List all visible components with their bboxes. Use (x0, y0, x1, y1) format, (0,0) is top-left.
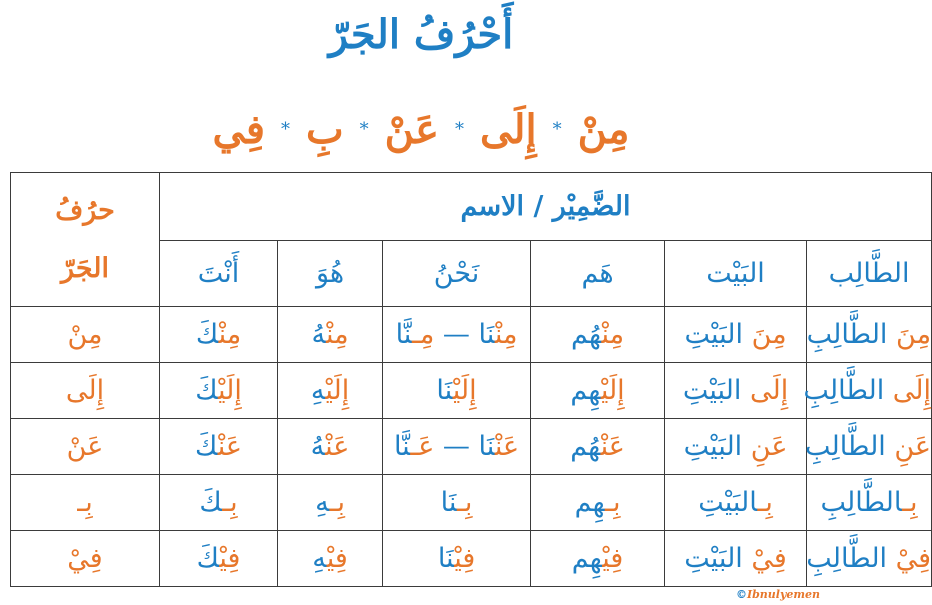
table-cell (531, 531, 665, 587)
preposition-header (11, 173, 160, 307)
table-cell (531, 363, 665, 419)
cell-word-part: هُ (311, 319, 326, 350)
cell-preposition-part: بِـ (329, 487, 345, 518)
cell-word-part: هُم (570, 431, 601, 462)
preposition-1: مِنْ (577, 106, 630, 153)
separator-star-icon: * (280, 119, 290, 140)
preposition-header-line1: حرُفُ (55, 194, 115, 226)
table-row (11, 531, 932, 587)
preposition-2: إِلَى (479, 106, 537, 153)
table-cell (665, 307, 807, 363)
cell-preposition-part: عَنْ (325, 431, 350, 462)
cell-preposition-part: عَـ (410, 431, 435, 462)
cell-word-part: نَا (436, 375, 453, 406)
preposition-5: فِي (212, 106, 265, 153)
cell-preposition-part: إِلَى (884, 375, 932, 406)
cell-dash: — (434, 319, 479, 350)
cell-preposition-part: بِـ (757, 487, 773, 518)
table-cell (278, 363, 383, 419)
cell-word-part: هِ (315, 487, 330, 518)
cell-word-part: البَيْتِ (682, 375, 742, 406)
cell-preposition-part: بِـ (605, 487, 621, 518)
cell-preposition-part: بِـ (222, 487, 238, 518)
cell-preposition-part: مِنْ (218, 319, 242, 350)
table-cell (278, 531, 383, 587)
cell-preposition-part: فِيْ (602, 543, 624, 574)
cell-preposition-part: فِيْ (887, 543, 932, 574)
table-cell (383, 475, 531, 531)
table-cell (665, 363, 807, 419)
table-cell (804, 419, 932, 475)
table-cell (531, 307, 665, 363)
table-cell (531, 475, 665, 531)
cell-word-part: هِم (571, 543, 603, 574)
separator-star-icon: * (454, 119, 464, 140)
cell-word-part: الطَّالِبِ (804, 431, 886, 462)
table-cell (160, 475, 278, 531)
cell-word-part: كَ (196, 543, 220, 574)
cell-word-part: هِم (570, 375, 601, 406)
cell-word-part: البَيْتِ (683, 431, 743, 462)
cell-preposition-part: بِـ (902, 487, 918, 518)
cell-word-part: البَيْتِ (684, 319, 744, 350)
preposition-3: عَنْ (384, 106, 439, 153)
cell-preposition-part: مِنَ (887, 319, 932, 350)
table-cell (160, 531, 278, 587)
row-preposition: عَنْ (11, 419, 160, 475)
credit-name: Ibnulyemen (746, 588, 820, 601)
cell-preposition-part: فِيْ (326, 543, 348, 574)
table-cell (160, 419, 278, 475)
table-cell (278, 475, 383, 531)
prepositions-list (0, 98, 842, 162)
credit (736, 587, 820, 603)
column-header: نَحْنُ (383, 241, 531, 307)
cell-word-part: كَ (195, 375, 218, 406)
cell-word-part: هِم (574, 487, 606, 518)
column-header: أَنْتَ (160, 241, 278, 307)
cell-word-part: نَا (478, 319, 495, 350)
cell-preposition-part: فِيْ (219, 543, 241, 574)
table-cell (807, 531, 932, 587)
table-row (11, 363, 932, 419)
cell-preposition-part: إِلَيْ (452, 375, 477, 406)
cell-word-part: الطَّالِبِ (806, 543, 888, 574)
cell-preposition-part: عَنْ (494, 431, 520, 462)
table-cell (803, 363, 932, 419)
table-cell (160, 307, 278, 363)
cell-preposition-part: بِـ (457, 487, 473, 518)
table-cell (383, 307, 531, 363)
row-preposition: فِيْ (11, 531, 160, 587)
table-cell (531, 419, 665, 475)
cell-preposition-part: مِنْ (325, 319, 349, 350)
cell-dash: — (434, 431, 479, 462)
table-cell (665, 531, 807, 587)
cell-word-part: كَ (195, 431, 218, 462)
table-cell (383, 363, 531, 419)
table-cell (807, 475, 932, 531)
cell-preposition-part: فِيْ (454, 543, 476, 574)
page-title: أَحْرُفُ الجَرّ (328, 11, 514, 58)
cell-preposition-part: إِلَيْ (217, 375, 242, 406)
table-cell (665, 475, 807, 531)
table-cell (665, 419, 807, 475)
prepositions-table (10, 172, 932, 587)
cell-word-part: نَا (478, 431, 495, 462)
cell-preposition-part: فِيْ (742, 543, 787, 574)
cell-word-part: كَ (199, 487, 223, 518)
table-cell (383, 531, 531, 587)
column-header: هَم (531, 241, 665, 307)
cell-preposition-part: إِلَى (741, 375, 789, 406)
preposition-header-line2: الجَرّ (60, 252, 110, 284)
cell-word-part: البَيْتِ (698, 487, 758, 518)
cell-word-part: هِ (312, 543, 327, 574)
table-cell (278, 419, 383, 475)
table-row (11, 475, 932, 531)
cell-preposition-part: عَنِ (742, 431, 788, 462)
cell-preposition-part: مِنْ (601, 319, 625, 350)
cell-preposition-part: عَنِ (885, 431, 932, 462)
cell-preposition-part: مِنْ (494, 319, 518, 350)
table-cell (278, 307, 383, 363)
cell-word-part: هُم (571, 319, 602, 350)
cell-word-part: الطَّالِبِ (820, 487, 903, 518)
row-preposition: مِنْ (11, 307, 160, 363)
cell-word-part: البَيْتِ (684, 543, 743, 574)
table-cell (383, 419, 531, 475)
pronoun-noun-header: الضَّمِيْر / الاسم (160, 173, 932, 241)
cell-word-part: نَّا (393, 431, 411, 462)
cell-preposition-part: مِنَ (743, 319, 787, 350)
table-cell (807, 307, 932, 363)
cell-preposition-part: إِلَيْ (325, 375, 350, 406)
preposition-4: بِ (305, 106, 344, 153)
row-preposition: بِـ (11, 475, 160, 531)
copyright-symbol: © (735, 588, 747, 601)
separator-star-icon: * (552, 119, 562, 140)
row-preposition: إِلَى (11, 363, 160, 419)
cell-word-part: نَّا (395, 319, 412, 350)
cell-preposition-part: مِـ (411, 319, 435, 350)
cell-word-part: نَا (437, 543, 455, 574)
cell-preposition-part: عَنْ (217, 431, 243, 462)
table-row (11, 419, 932, 475)
cell-preposition-part: عَنْ (600, 431, 625, 462)
cell-word-part: كَ (195, 319, 219, 350)
column-header: البَيْت (665, 241, 807, 307)
cell-word-part: الطَّالِبِ (803, 375, 885, 406)
cell-word-part: هِ (310, 375, 326, 406)
column-header: الطَّالِب (807, 241, 932, 307)
cell-preposition-part: إِلَيْ (600, 375, 625, 406)
cell-word-part: نَا (440, 487, 458, 518)
table-cell (160, 363, 278, 419)
column-header: هُوَ (278, 241, 383, 307)
cell-word-part: هُ (310, 431, 326, 462)
table-row (11, 307, 932, 363)
separator-star-icon: * (359, 119, 369, 140)
cell-word-part: الطَّالِبِ (806, 319, 888, 350)
